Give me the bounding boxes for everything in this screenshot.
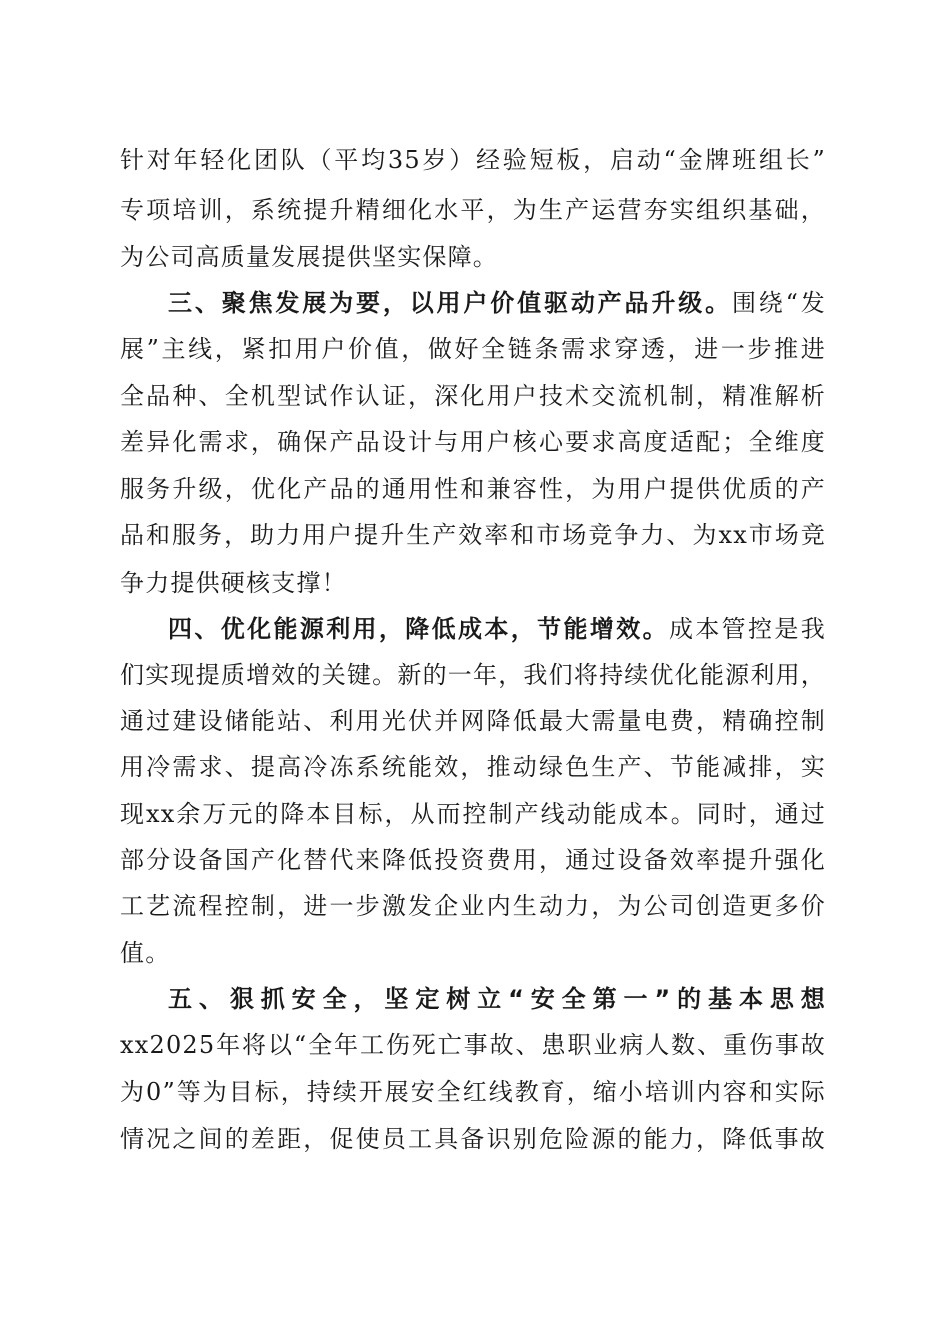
text-run: 围绕“发	[731, 289, 826, 317]
text-line: 通过建设储能站、利用光伏并网降低最大需量电费，精确控制	[120, 707, 826, 735]
text-line: 部分设备国产化替代来降低投资费用，通过设备效率提升强化	[120, 846, 826, 874]
text-line: 情况之间的差距，促使员工具备识别危险源的能力，降低事故	[120, 1125, 826, 1153]
text-line: 现xx余万元的降本目标，从而控制产线动能成本。同时，通过	[120, 800, 826, 828]
text-line: 品和服务，助力用户提升生产效率和市场竞争力、为xx市场竞	[120, 521, 826, 549]
text-line	[168, 607, 826, 651]
text-run: 成本管控是我	[668, 615, 826, 643]
text-line: 差异化需求，确保产品设计与用户核心要求高度适配；全维度	[120, 428, 826, 456]
section-heading: 三、聚焦发展为要，以用户价值驱动产品升级。	[168, 289, 732, 317]
text-line: 全品种、全机型试作认证，深化用户技术交流机制，精准解析	[120, 382, 826, 410]
text-line: 工艺流程控制，进一步激发企业内生动力，为公司创造更多价	[120, 892, 826, 920]
text-line: 用冷需求、提高冷冻系统能效，推动绿色生产、节能减排，实	[120, 753, 826, 781]
text-line: 服务升级，优化产品的通用性和兼容性，为用户提供优质的产	[120, 475, 826, 503]
section-heading: 五、狠抓安全，坚定树立“安全第一”的基本思想	[168, 985, 826, 1013]
text-line: 为公司高质量发展提供坚实保障。	[120, 243, 498, 271]
section-heading: 四、优化能源利用，降低成本，节能增效。	[168, 615, 669, 643]
text-line: 争力提供硬核支撑！	[120, 569, 347, 597]
text-line	[168, 281, 826, 325]
text-line: 为0”等为目标，持续开展安全红线教育，缩小培训内容和实际	[120, 1078, 826, 1106]
text-line: 值。	[120, 939, 171, 967]
text-line: 展”主线，紧扣用户价值，做好全链条需求穿透，进一步推进	[120, 335, 826, 363]
text-line: 们实现提质增效的关键。新的一年，我们将持续优化能源利用，	[120, 661, 826, 689]
text-line: 针对年轻化团队（平均35岁）经验短板，启动“金牌班组长”	[120, 146, 826, 174]
text-line: 专项培训，系统提升精细化水平，为生产运营夯实组织基础，	[120, 196, 826, 224]
text-line: xx2025年将以“全年工伤死亡事故、患职业病人数、重伤事故	[120, 1031, 826, 1059]
text-line	[168, 977, 826, 1021]
